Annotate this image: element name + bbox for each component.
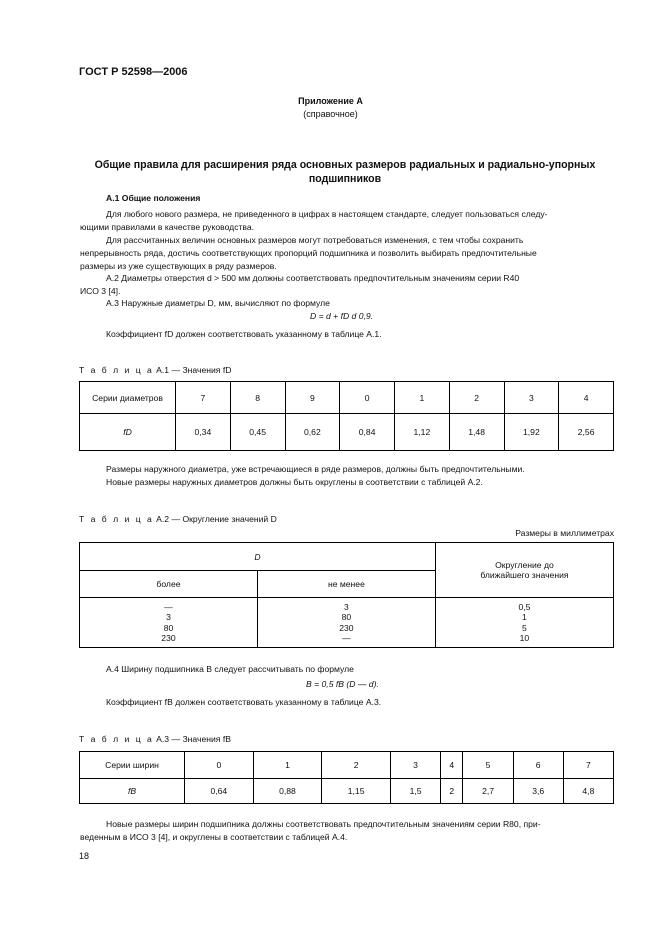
table-a3-value-cell: 1,15 <box>322 779 391 804</box>
table-a2-head-rounding-line-1: Округление до <box>495 560 554 570</box>
table-a1-value-cell: 1,48 <box>449 414 504 451</box>
paragraph-new-widths-line-2: веденным в ИСО 3 [4], и округлены в соответствии с таблицей А.4. <box>80 832 348 842</box>
table-a3 <box>79 751 614 804</box>
paragraph-a3 <box>80 297 615 310</box>
paragraph-2-line-3: размеры из уже существующих в ряду размеров. <box>80 261 277 271</box>
table-a3-row-label: Серии ширин <box>80 752 185 779</box>
table-a1-caption <box>79 365 231 375</box>
table-row: 10 <box>519 633 530 643</box>
table-a1-row-label: fD <box>80 414 176 451</box>
table-a2-header-row <box>80 543 614 571</box>
table-a3-row-label: fB <box>80 779 185 804</box>
table-a2 <box>79 542 614 648</box>
table-row: 80 <box>163 622 174 633</box>
document-header: ГОСТ Р 52598—2006 <box>79 66 188 78</box>
table-a2-col-more <box>80 598 258 648</box>
table-a3-value-cell: 2 <box>441 779 463 804</box>
table-a3-caption <box>79 734 231 744</box>
table-a1-header-cell: 3 <box>504 382 559 414</box>
table-a3-header-cell: 4 <box>441 752 463 779</box>
table-a3-header-cell: 0 <box>185 752 254 779</box>
table-a1-value-cell: 0,45 <box>230 414 285 451</box>
table-row: 80 <box>341 612 352 622</box>
table-row: 3 <box>344 601 349 612</box>
appendix-title <box>70 158 620 186</box>
paragraph-coef-fb-text: Коэффициент fB должен соответствовать указанному в таблице А.3. <box>106 697 382 707</box>
title-line-2: подшипников <box>308 173 382 185</box>
paragraph-coef-fd-text: Коэффициент fD должен соответствовать указанному в таблице А.1. <box>106 329 382 339</box>
paragraph-1 <box>80 208 615 234</box>
table-a2-col-notmore <box>257 598 435 648</box>
table-a2-head-rounding-line-2: ближайшего значения <box>480 570 569 580</box>
title-line-1: Общие правила для расширения ряда основных размеров радиальных и радиально-упорных <box>94 159 596 171</box>
paragraph-a3-text: А.3 Наружные диаметры D, мм, вычисляют по формуле <box>106 298 330 308</box>
table-a2-body-row <box>80 598 614 648</box>
appendix-type: (справочное) <box>303 109 358 119</box>
table-a3-header-cell: 1 <box>253 752 322 779</box>
paragraph-2-line-2: непрерывность ряда, достичь соответствующих пропорций подшипника и позволить выбирать предпочтительные <box>80 248 537 258</box>
table-a1-row-label: Серии диаметров <box>80 382 176 414</box>
table-row: 230 <box>161 633 176 643</box>
page-number: 18 <box>79 851 90 861</box>
table-a2-head-more: более <box>80 571 258 598</box>
paragraph-a2-line-1: А.2 Диаметры отверстия d > 500 мм должны соответствовать предпочтительным значениям серии R40 <box>106 273 520 283</box>
table-a2-head-rounding <box>435 543 613 598</box>
table-row: 1 <box>522 612 527 622</box>
paragraph-outer-line-2: Новые размеры наружных диаметров должны быть округлены в соответствии с таблицей А.2. <box>106 477 483 487</box>
table-a3-header-cell: 2 <box>322 752 391 779</box>
table-a2-caption <box>79 514 277 524</box>
table-a1-header-row <box>80 382 614 414</box>
table-row: 3 <box>166 612 171 622</box>
table-a3-value-cell: 1,5 <box>390 779 440 804</box>
table-row: 5 <box>522 622 527 633</box>
paragraph-new-widths-line-1: Новые размеры ширин подшипника должны соответствовать предпочтительным значениям серии R80, при- <box>106 819 541 829</box>
table-a1-header-cell: 7 <box>176 382 231 414</box>
table-a2-head-d: D <box>80 543 436 571</box>
table-a1-header-cell: 1 <box>395 382 450 414</box>
paragraph-a4 <box>80 663 615 676</box>
paragraph-a2 <box>80 272 615 298</box>
paragraph-1-line-2: ющими правилами в качестве руководства. <box>80 222 255 232</box>
table-a1-header-cell: 4 <box>559 382 614 414</box>
table-a1-value-cell: 1,12 <box>395 414 450 451</box>
formula-outer-diameter: D = d + fD d 0,9. <box>310 311 374 321</box>
table-a3-header-cell: 3 <box>390 752 440 779</box>
table-a2-head-notmore: не менее <box>257 571 435 598</box>
table-a3-header-cell: 5 <box>463 752 513 779</box>
paragraph-coef-fd <box>80 328 615 341</box>
paragraph-2 <box>80 234 615 273</box>
paragraph-new-widths <box>80 818 615 844</box>
paragraph-outer-line-1: Размеры наружного диаметра, уже встречающиеся в ряде размеров, должны быть предпочтительными. <box>106 464 525 474</box>
paragraph-2-line-1: Для рассчитанных величин основных размеров могут потребоваться изменения, с тем чтобы сохранить <box>106 235 524 245</box>
paragraph-1-line-1: Для любого нового размера, не приведенного в цифрах в настоящем стандарте, следует пользоваться следу- <box>106 209 548 219</box>
table-a1-header-cell: 0 <box>340 382 395 414</box>
paragraph-coef-fb <box>80 696 615 709</box>
table-a1-caption-prefix: Т а б л и ц а <box>79 365 154 375</box>
table-a1-value-row <box>80 414 614 451</box>
table-a3-header-cell: 7 <box>563 752 613 779</box>
table-a3-caption-prefix: Т а б л и ц а <box>79 734 154 744</box>
table-a3-header-row <box>80 752 614 779</box>
table-a1-header-cell: 9 <box>285 382 340 414</box>
appendix-label: Приложение А <box>298 96 363 106</box>
paragraph-a4-text: А.4 Ширину подшипника B следует рассчитывать по формуле <box>106 664 354 674</box>
table-a1-value-cell: 2,56 <box>559 414 614 451</box>
table-row: 0,5 <box>518 601 531 612</box>
table-a1-value-cell: 0,84 <box>340 414 395 451</box>
table-a3-value-cell: 4,8 <box>563 779 613 804</box>
table-a3-value-cell: 2,7 <box>463 779 513 804</box>
table-row: 230 <box>339 622 354 633</box>
table-a2-caption-prefix: Т а б л и ц а <box>79 514 154 524</box>
formula-width: B = 0,5 fB (D — d). <box>306 679 379 689</box>
table-a3-caption-text: А.3 — Значения fB <box>153 734 231 744</box>
paragraph-outer-diameters <box>80 463 615 489</box>
section-heading-text: А.1 Общие положения <box>106 193 201 203</box>
table-a3-value-cell: 0,88 <box>253 779 322 804</box>
table-a3-value-cell: 0,64 <box>185 779 254 804</box>
table-row: — <box>164 601 173 612</box>
table-a1-header-cell: 2 <box>449 382 504 414</box>
table-a1-header-cell: 8 <box>230 382 285 414</box>
paragraph-a2-line-2: ИСО 3 [4]. <box>80 286 121 296</box>
table-a1-value-cell: 0,62 <box>285 414 340 451</box>
table-a3-value-cell: 3,6 <box>513 779 563 804</box>
table-a1 <box>79 381 614 451</box>
table-a3-value-row <box>80 779 614 804</box>
table-a1-value-cell: 0,34 <box>176 414 231 451</box>
table-a2-col-rounding <box>435 598 613 648</box>
table-a1-value-cell: 1,92 <box>504 414 559 451</box>
table-a3-header-cell: 6 <box>513 752 563 779</box>
table-a2-units: Размеры в миллиметрах <box>515 528 614 538</box>
table-row: — <box>342 633 351 643</box>
table-a2-caption-text: А.2 — Округление значений D <box>153 514 277 524</box>
section-heading-a1 <box>80 192 615 205</box>
table-a1-caption-text: А.1 — Значения fD <box>153 365 232 375</box>
